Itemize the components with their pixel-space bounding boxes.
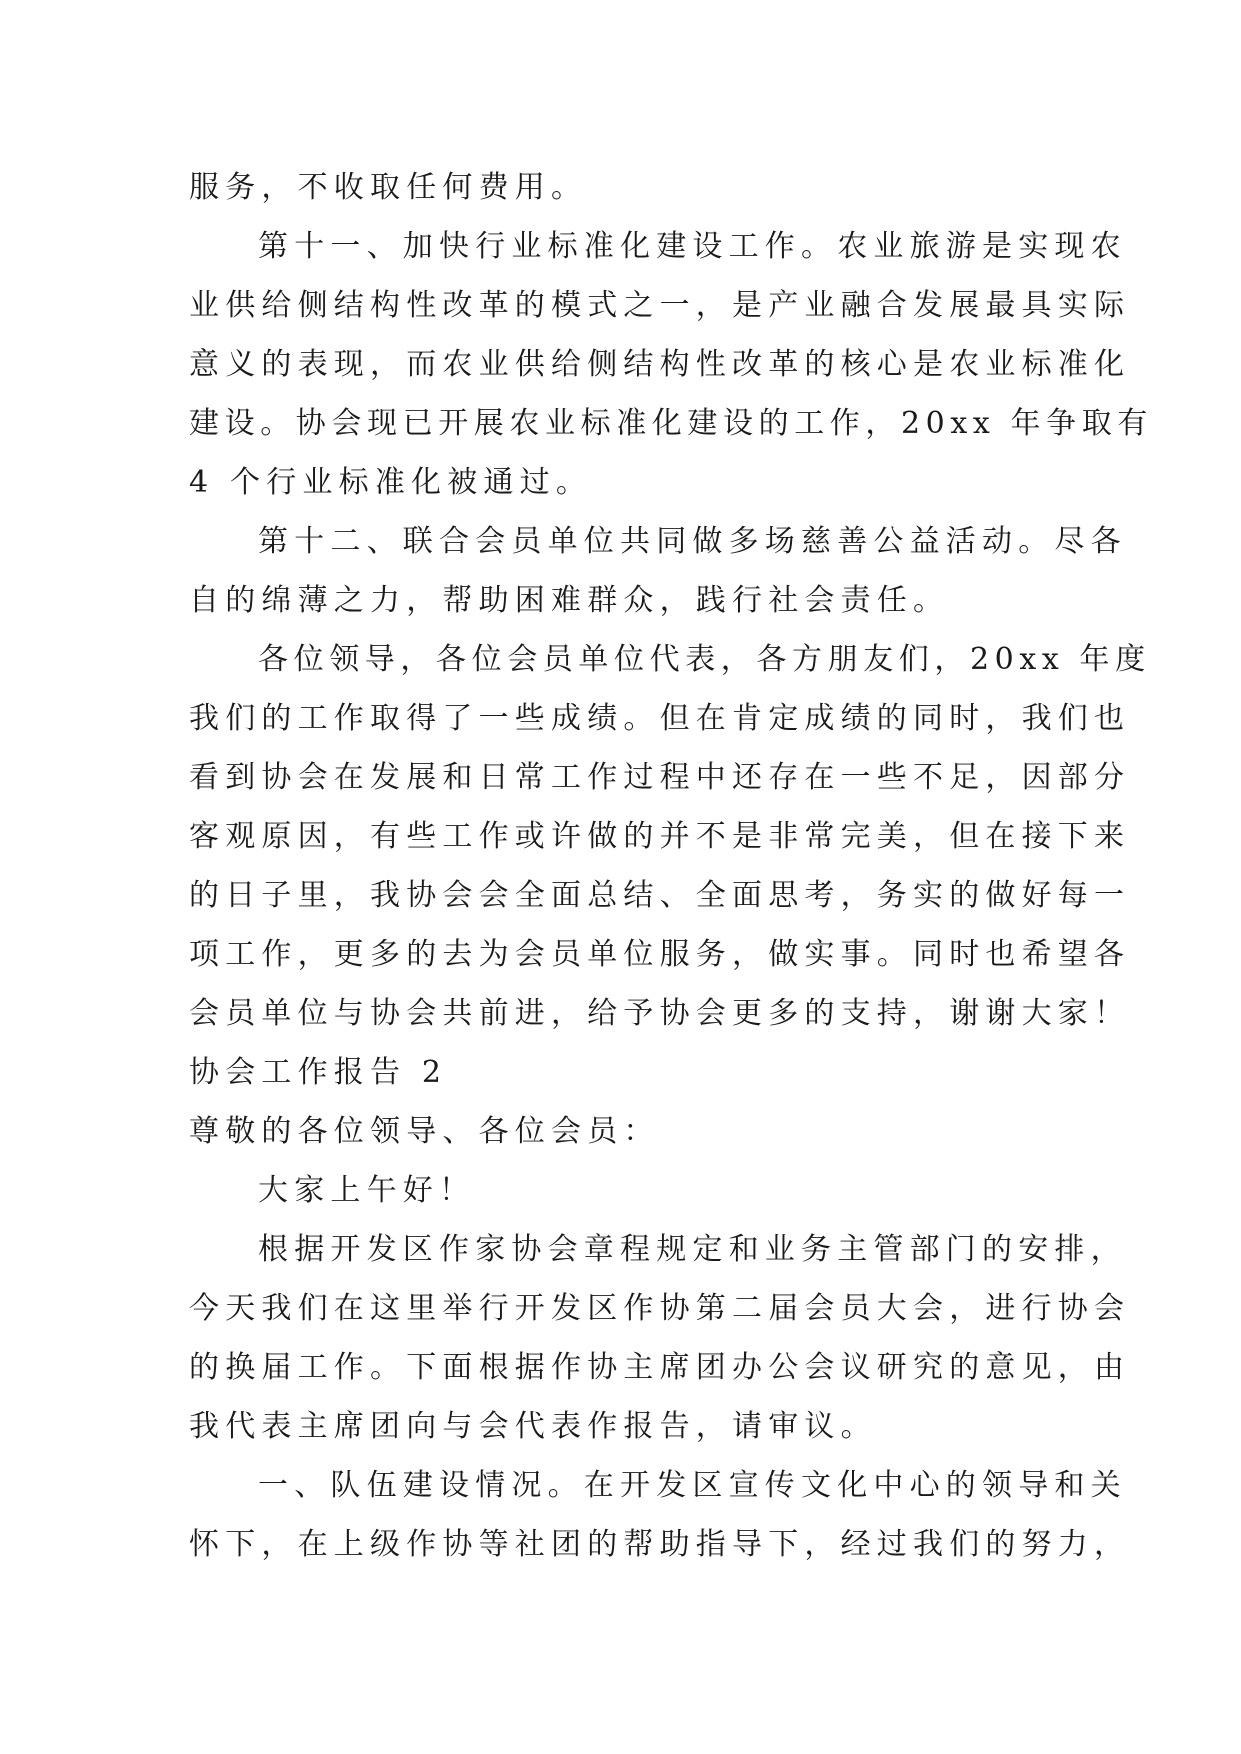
body-line: 看到协会在发展和日常工作过程中还存在一些不足，因部分: [189, 760, 1131, 795]
body-line: 会员单位与协会共前进，给予协会更多的支持，谢谢大家！: [189, 996, 1131, 1031]
body-line: 自的绵薄之力，帮助困难群众，践行社会责任。: [189, 583, 950, 618]
body-line: 业供给侧结构性改革的模式之一，是产业融合发展最具实际: [189, 288, 1131, 323]
body-line: 怀下，在上级作协等社团的帮助指导下，经过我们的努力，: [189, 1527, 1131, 1562]
body-line: 项工作，更多的去为会员单位服务，做实事。同时也希望各: [189, 937, 1131, 972]
body-line: 第十一、加快行业标准化建设工作。农业旅游是实现农: [258, 229, 1127, 264]
body-line: 根据开发区作家协会章程规定和业务主管部门的安排，: [258, 1232, 1127, 1267]
body-line: 服务，不收取任何费用。: [189, 170, 588, 205]
body-line: 建设。协会现已开展农业标准化建设的工作，20xx 年争取有: [189, 406, 1153, 441]
body-line: 我代表主席团向与会代表作报告，请审议。: [189, 1409, 877, 1444]
body-line: 客观原因，有些工作或许做的并不是非常完美，但在接下来: [189, 819, 1131, 854]
body-line: 4 个行业标准化被通过。: [189, 465, 593, 500]
body-line: 意义的表现，而农业供给侧结构性改革的核心是农业标准化: [189, 347, 1131, 382]
salutation: 尊敬的各位领导、各位会员：: [189, 1114, 660, 1149]
document-body: [189, 158, 1153, 1574]
body-line: 的日子里，我协会会全面总结、全面思考，务实的做好每一: [189, 878, 1131, 913]
body-line: 第十二、联合会员单位共同做多场慈善公益活动。尽各: [258, 524, 1127, 559]
body-line: 的换届工作。下面根据作协主席团办公会议研究的意见，由: [189, 1350, 1131, 1385]
section-heading: 协会工作报告 2: [189, 1055, 448, 1090]
greeting: 大家上午好！: [258, 1173, 476, 1208]
body-line: 我们的工作取得了一些成绩。但在肯定成绩的同时，我们也: [189, 701, 1131, 736]
body-line: 一、队伍建设情况。在开发区宣传文化中心的领导和关: [258, 1468, 1127, 1503]
body-line: 今天我们在这里举行开发区作协第二届会员大会，进行协会: [189, 1291, 1131, 1326]
body-line: 各位领导，各位会员单位代表，各方朋友们，20xx 年度: [258, 642, 1151, 677]
